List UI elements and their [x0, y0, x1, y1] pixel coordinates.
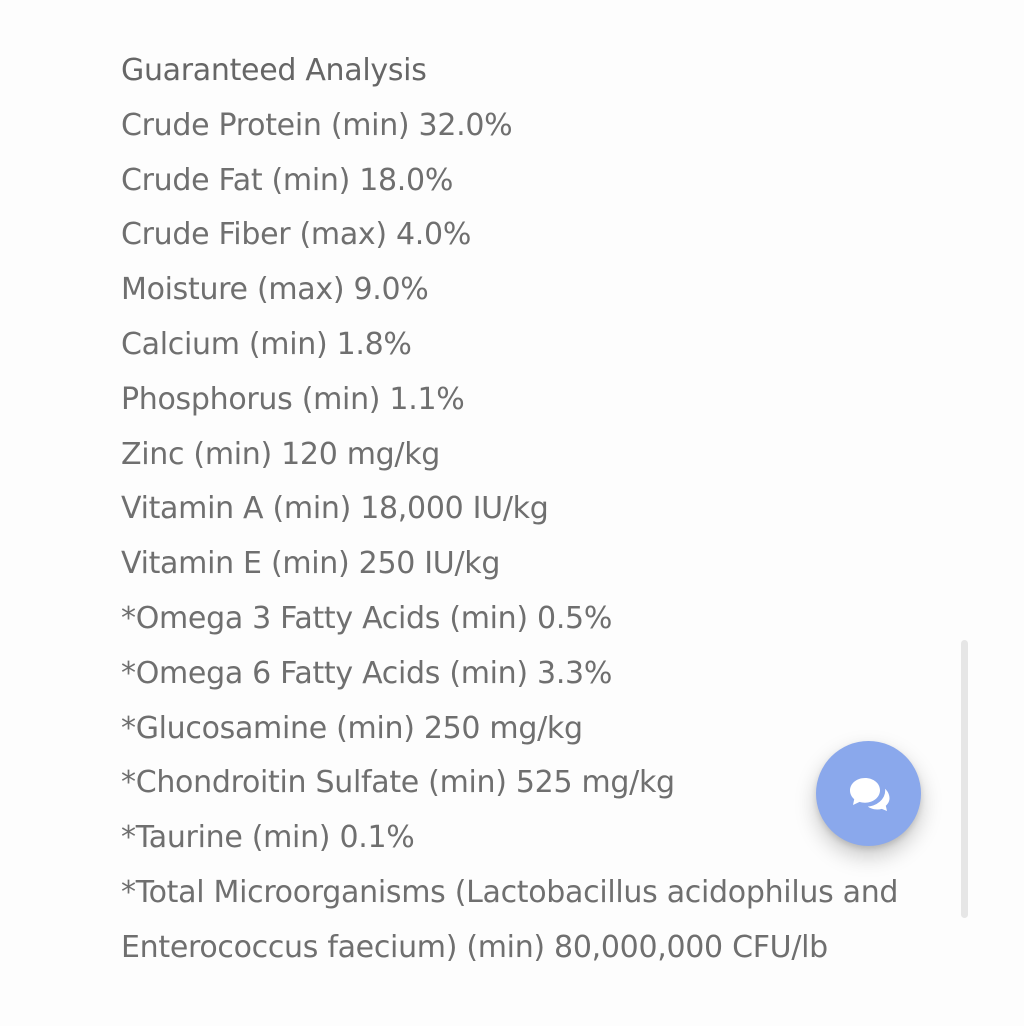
- analysis-item: *Omega 6 Fatty Acids (min) 3.3%: [121, 655, 613, 691]
- analysis-item: Phosphorus (min) 1.1%: [121, 381, 465, 417]
- analysis-item: Calcium (min) 1.8%: [121, 326, 412, 362]
- analysis-item: Moisture (max) 9.0%: [121, 272, 429, 308]
- scrollbar[interactable]: [961, 640, 968, 918]
- section-heading: Guaranteed Analysis: [121, 53, 427, 88]
- analysis-item: Vitamin A (min) 18,000 IU/kg: [121, 491, 549, 527]
- analysis-item: *Glucosamine (min) 250 mg/kg: [121, 710, 583, 746]
- analysis-item: Vitamin E (min) 250 IU/kg: [121, 546, 501, 582]
- guaranteed-analysis-section: [121, 44, 961, 976]
- analysis-item: Crude Protein (min) 32.0%: [121, 107, 513, 143]
- analysis-item: *Omega 3 Fatty Acids (min) 0.5%: [121, 600, 613, 636]
- chat-button[interactable]: [816, 741, 921, 846]
- analysis-item: Zinc (min) 120 mg/kg: [121, 436, 441, 472]
- analysis-item: *Taurine (min) 0.1%: [121, 820, 415, 856]
- analysis-item: Crude Fat (min) 18.0%: [121, 162, 454, 198]
- analysis-item: *Chondroitin Sulfate (min) 525 mg/kg: [121, 765, 675, 801]
- chat-bubbles-icon: [845, 770, 893, 818]
- analysis-item: Crude Fiber (max) 4.0%: [121, 217, 472, 253]
- analysis-item: *Total Microorganisms (Lactobacillus acidophilus and Enterococcus faecium) (min) 80,000,000 CFU/lb: [121, 874, 899, 965]
